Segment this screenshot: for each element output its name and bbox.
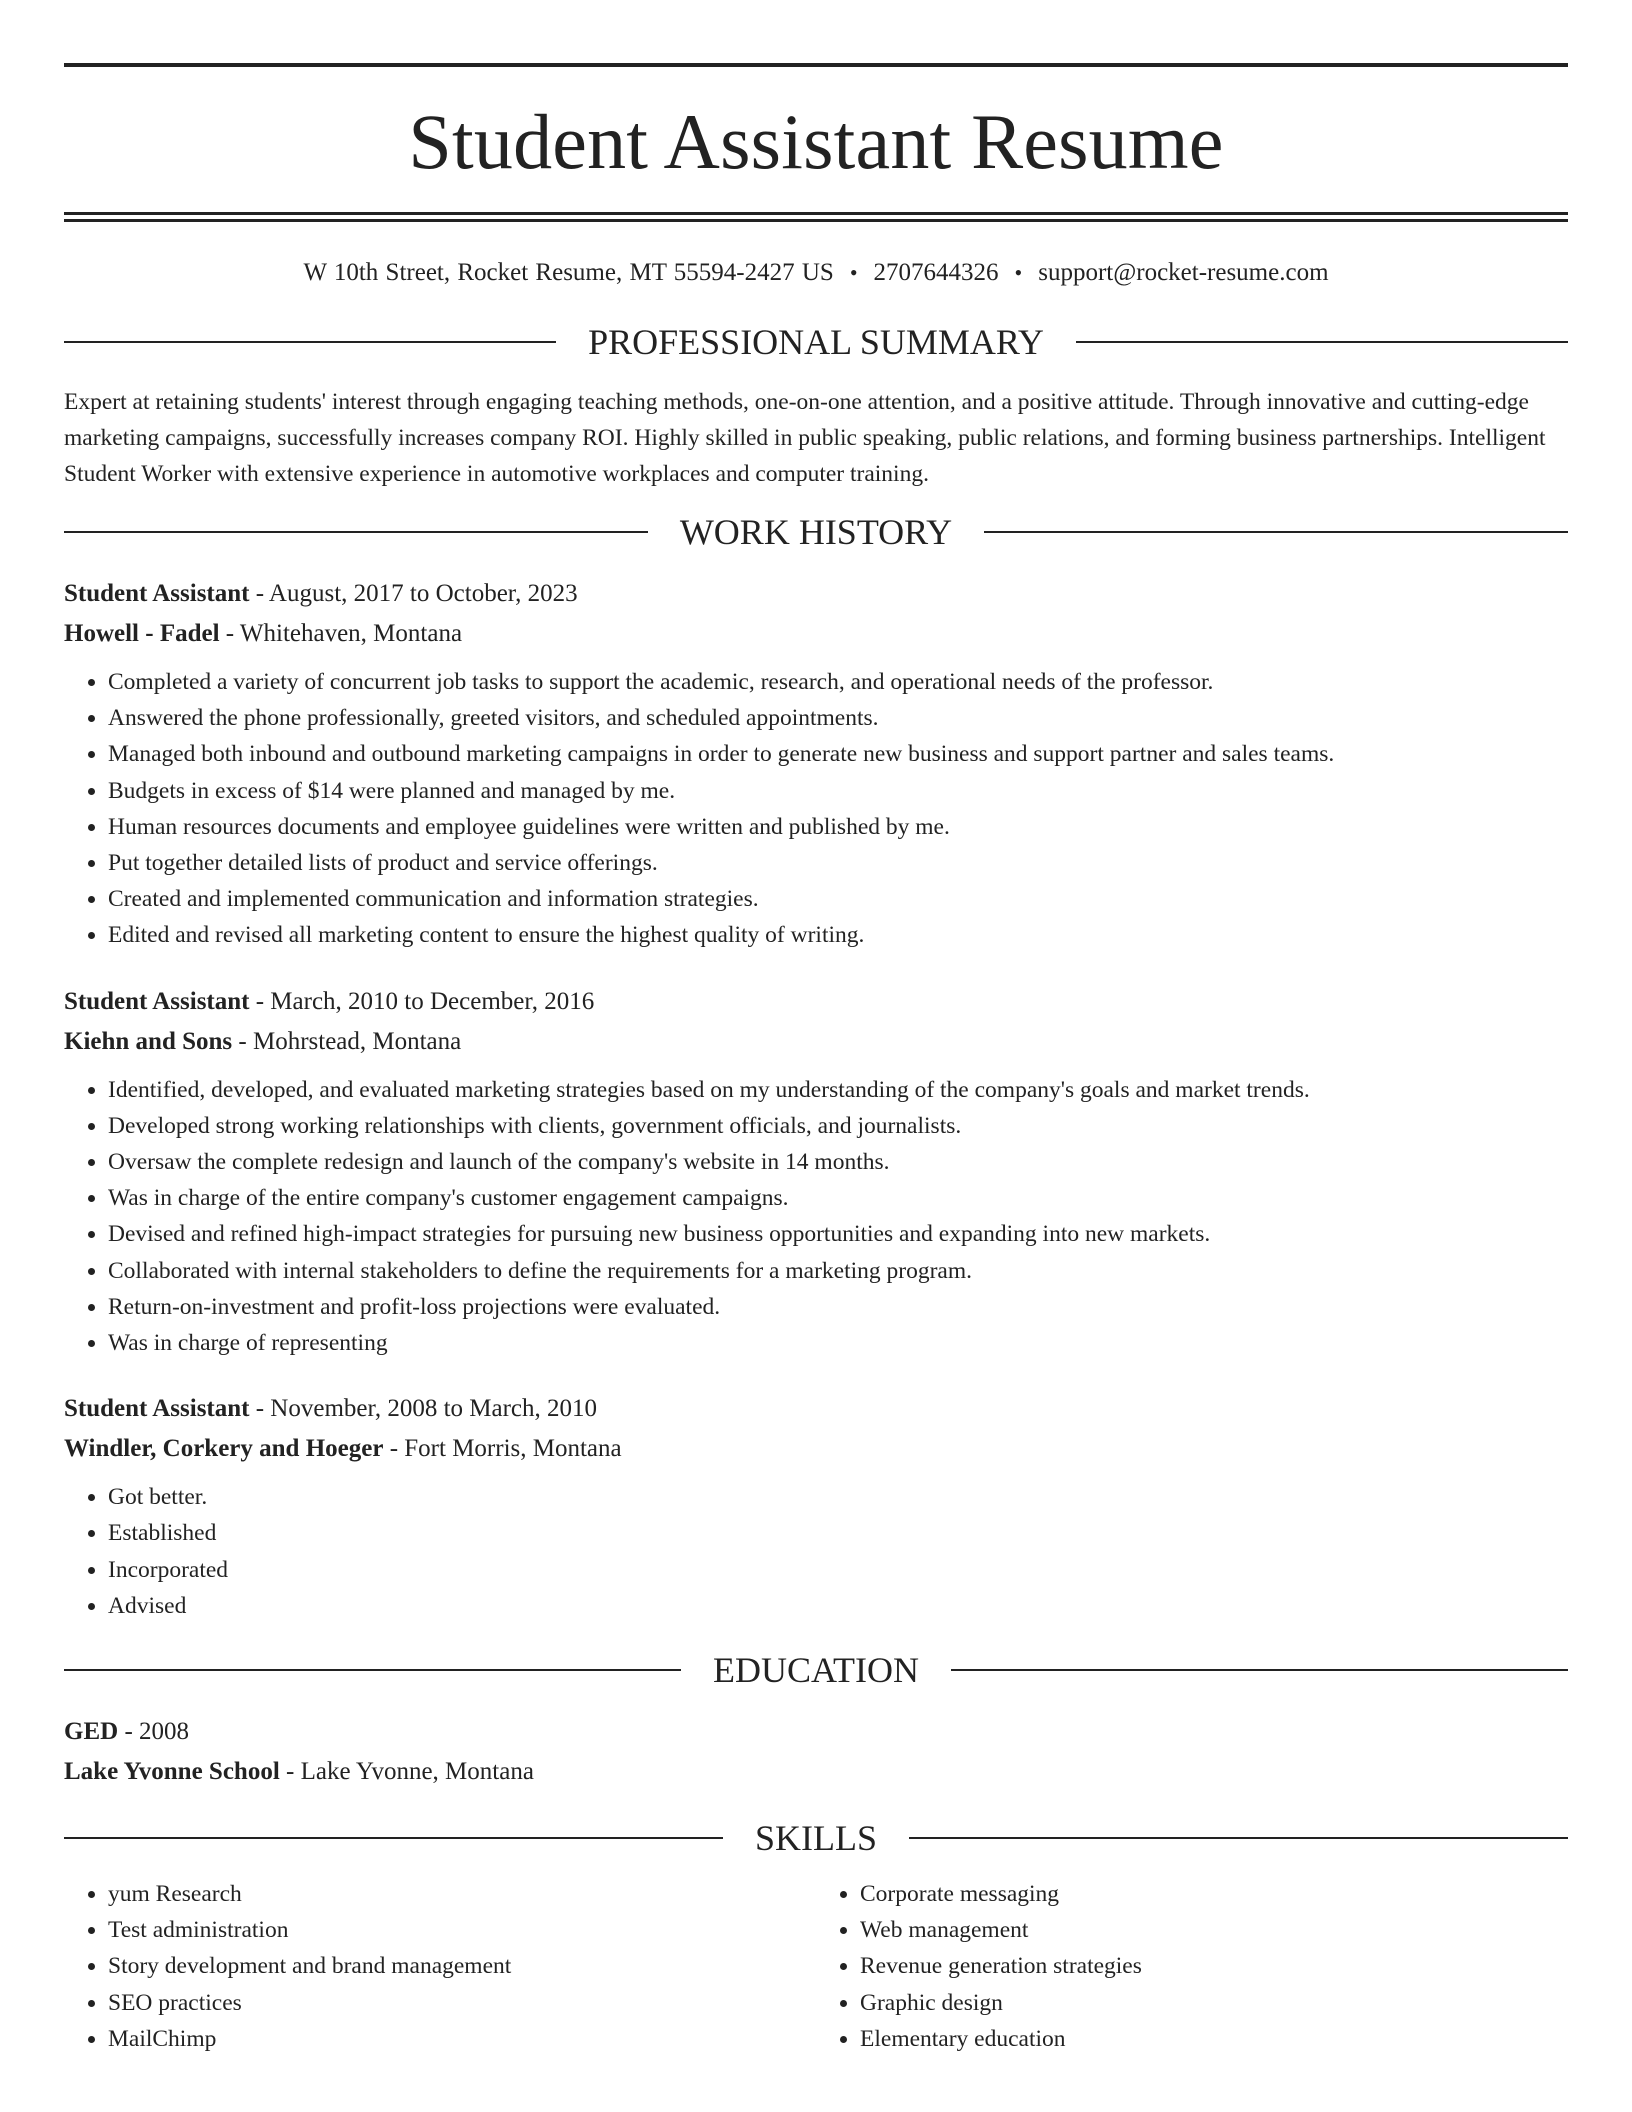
section-header-skills — [64, 1818, 1568, 1858]
job-title: Student Assistant — [64, 1395, 250, 1423]
list-item: • Developed strong working relationships with clients, government officials, and journalists. — [108, 1108, 1568, 1144]
education-degree-line — [64, 1712, 1568, 1752]
list-item: • SEO practices — [108, 1985, 816, 2021]
job-dates: - November, 2008 to March, 2010 — [249, 1395, 598, 1423]
job-company-line — [64, 1429, 1568, 1469]
list-item: • Was in charge of the entire company's customer engagement campaigns. — [108, 1180, 1568, 1216]
job-dates: - March, 2010 to December, 2016 — [249, 987, 595, 1015]
job-title: Student Assistant — [64, 580, 250, 607]
contact-separator: • — [1014, 260, 1023, 285]
list-item: • Story development and brand management — [108, 1948, 816, 1984]
section-title: PROFESSIONAL SUMMARY — [588, 322, 1044, 362]
section-header-work — [64, 512, 1568, 552]
job-title-line — [64, 1389, 1568, 1429]
list-item: • Managed both inbound and outbound marketing campaigns in order to generate new business and support partner and sales teams. — [108, 736, 1568, 772]
resume-title: Student Assistant Resume — [408, 98, 1224, 185]
contact-line — [64, 258, 1568, 288]
job-location: - Whitehaven, Montana — [219, 620, 463, 647]
title-double-rule — [64, 212, 1568, 222]
job-bullets — [64, 664, 1568, 954]
skills-column-right — [816, 1876, 1568, 2057]
list-item: • Was in charge of representing — [108, 1325, 1568, 1361]
contact-separator: • — [849, 260, 858, 285]
list-item: • MailChimp — [108, 2021, 816, 2057]
job-entry — [64, 982, 1568, 1362]
job-location: - Mohrstead, Montana — [232, 1027, 462, 1055]
skills-column-left — [64, 1876, 816, 2057]
list-item: • Corporate messaging — [860, 1876, 1568, 1912]
list-item: • Answered the phone professionally, greeted visitors, and scheduled appointments. — [108, 700, 1568, 736]
education-degree: GED — [64, 1718, 119, 1746]
work-history-list — [64, 574, 1568, 1624]
list-item: • Completed a variety of concurrent job tasks to support the academic, research, and operational needs of the professor. — [108, 664, 1568, 700]
job-title-line — [64, 574, 1568, 614]
job-bullets — [64, 1479, 1568, 1624]
list-item: • Graphic design — [860, 1985, 1568, 2021]
list-item: • Human resources documents and employee guidelines were written and published by me. — [108, 809, 1568, 845]
list-item: • Elementary education — [860, 2021, 1568, 2057]
job-company: Windler, Corkery and Hoeger — [64, 1435, 384, 1463]
job-title-line — [64, 982, 1568, 1022]
section-rule — [951, 1669, 1568, 1671]
section-title: EDUCATION — [713, 1650, 919, 1691]
list-item: • yum Research — [108, 1876, 816, 1912]
list-item: • Got better. — [108, 1479, 1568, 1515]
list-item: • Advised — [108, 1588, 1568, 1624]
job-company-line — [64, 614, 1568, 654]
list-item: • Established — [108, 1515, 1568, 1551]
section-title: WORK HISTORY — [679, 512, 953, 552]
education-year: - 2008 — [118, 1718, 190, 1746]
list-item: • Oversaw the complete redesign and launch of the company's website in 14 months. — [108, 1144, 1568, 1180]
list-item: • Budgets in excess of $14 were planned and managed by me. — [108, 773, 1568, 809]
list-item: • Revenue generation strategies — [860, 1948, 1568, 1984]
section-rule — [64, 1669, 681, 1671]
education-location: - Lake Yvonne, Montana — [279, 1758, 534, 1786]
list-item: • Incorporated — [108, 1552, 1568, 1588]
contact-address: W 10th Street, Rocket Resume, MT 55594-2427 US — [303, 259, 834, 286]
education-entry — [64, 1712, 1568, 1792]
list-item: • Test administration — [108, 1912, 816, 1948]
job-company-line — [64, 1022, 1568, 1062]
section-rule — [64, 341, 556, 343]
contact-phone: 2707644326 — [873, 259, 999, 286]
section-title: SKILLS — [755, 1818, 878, 1859]
job-company: Kiehn and Sons — [64, 1027, 233, 1055]
education-school: Lake Yvonne School — [64, 1758, 280, 1786]
list-item: • Devised and refined high-impact strategies for pursuing new business opportunities and expanding into new markets. — [108, 1216, 1568, 1252]
education-school-line — [64, 1752, 1568, 1792]
section-header-summary — [64, 322, 1568, 362]
job-title: Student Assistant — [64, 987, 250, 1015]
list-item: • Web management — [860, 1912, 1568, 1948]
job-entry — [64, 1389, 1568, 1624]
list-item: • Identified, developed, and evaluated marketing strategies based on my understanding of the company's goals and market trends. — [108, 1072, 1568, 1108]
skills-grid — [64, 1876, 1568, 2057]
section-rule — [64, 531, 648, 533]
summary-text: Expert at retaining students' interest through engaging teaching methods, one-on-one attention, and a positive attitude. Through innovative and cutting-edge marketing campaigns, successfully increases company ROI. Highly skilled in public speaking, public relations, and forming business partnerships. Intelligent Student Worker with extensive experience in automotive workplaces and computer training. — [64, 389, 1546, 487]
contact-email[interactable]: support@rocket-resume.com — [1038, 259, 1329, 286]
job-company: Howell - Fadel — [64, 620, 220, 647]
list-item: • Edited and revised all marketing content to ensure the highest quality of writing. — [108, 917, 1568, 953]
section-rule — [984, 531, 1568, 533]
section-rule — [909, 1837, 1568, 1839]
list-item: • Return-on-investment and profit-loss projections were evaluated. — [108, 1289, 1568, 1325]
section-header-education — [64, 1650, 1568, 1690]
job-dates: - August, 2017 to October, 2023 — [249, 580, 578, 607]
list-item: • Put together detailed lists of product and service offerings. — [108, 845, 1568, 881]
list-item: • Collaborated with internal stakeholders to define the requirements for a marketing program. — [108, 1253, 1568, 1289]
section-rule — [1076, 341, 1568, 343]
job-bullets — [64, 1072, 1568, 1362]
job-location: - Fort Morris, Montana — [383, 1435, 622, 1463]
job-entry — [64, 574, 1568, 954]
list-item: • Created and implemented communication and information strategies. — [108, 881, 1568, 917]
section-rule — [64, 1837, 723, 1839]
